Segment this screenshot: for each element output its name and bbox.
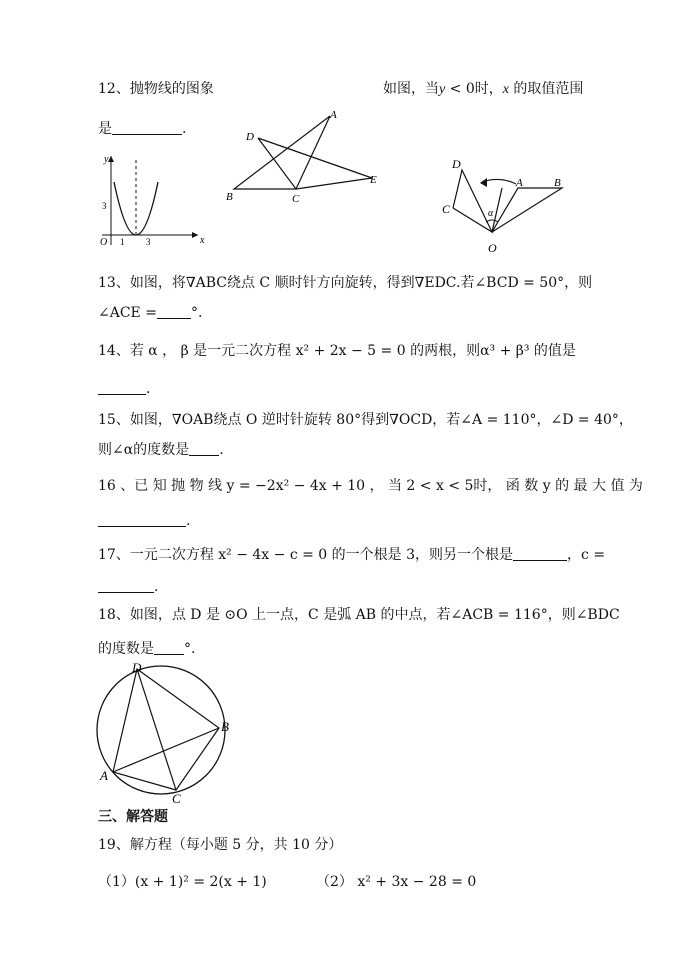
q15-line2 <box>98 441 224 459</box>
q18-answer-blank <box>154 640 184 655</box>
label-O: O <box>488 241 497 255</box>
x-axis-arrow <box>192 232 198 238</box>
q18-line1: 18、如图，点 D 是 ⊙O 上一点，C 是弧 AB 的中点，若∠ACB = 116°，则∠BDC <box>98 607 620 623</box>
circle-o <box>97 666 225 794</box>
parabola-graph <box>96 150 216 250</box>
tick-1-label: 1 <box>120 237 125 247</box>
q12-cond-rest: < 0时， <box>445 81 503 97</box>
q18-line2 <box>98 640 195 658</box>
q12-condition <box>383 80 583 99</box>
label-A: A <box>100 768 108 783</box>
q12-line2-end: . <box>182 121 187 137</box>
q12-tail: 的取值范围 <box>508 81 584 97</box>
label-C: C <box>442 202 451 216</box>
q17-answer-blank-1 <box>513 546 567 561</box>
q12-cond-var: y <box>439 82 446 97</box>
quadrilateral <box>113 669 219 790</box>
y-axis-label: y <box>104 154 109 165</box>
q16-answer-blank <box>98 512 186 527</box>
x-axis-label: x <box>200 235 205 246</box>
circle-figure <box>92 660 242 805</box>
rotation-arrow <box>482 179 516 184</box>
angle-arc <box>486 220 498 222</box>
q17-line1 <box>98 546 605 564</box>
label-C: C <box>172 791 181 806</box>
tick-3-label: 3 <box>146 237 151 247</box>
label-D: D <box>246 131 254 143</box>
segment-oa <box>492 188 502 232</box>
q15-answer-blank <box>189 441 219 456</box>
q12-text: 12、抛物线的图象 <box>98 81 214 97</box>
rotation-arrowhead <box>480 178 487 187</box>
chord-dc <box>137 669 176 790</box>
label-B: B <box>554 177 561 189</box>
label-B: B <box>221 719 229 734</box>
q14-line2 <box>98 380 150 398</box>
label-E: E <box>370 174 377 186</box>
triangle-rotation-figure <box>222 106 382 206</box>
q15-line2-b: . <box>219 442 224 458</box>
q14-line1: 14、若 α ， β 是一元二次方程 x² + 2x − 5 = 0 的两根，则α³ + β³ 的值是 <box>98 343 576 359</box>
q18-line2-a: 的度数是 <box>98 641 154 657</box>
triangle-lines <box>234 116 372 189</box>
label-C: C <box>292 193 300 205</box>
q14-answer-blank <box>98 380 146 395</box>
label-A: A <box>516 177 523 189</box>
q12-line2 <box>98 120 186 138</box>
origin-label: O <box>100 237 108 248</box>
section-title: 三、解答题 <box>98 809 168 825</box>
label-B: B <box>226 191 233 203</box>
y-axis-arrow <box>108 156 114 162</box>
q13-answer-blank <box>157 304 191 319</box>
label-D: D <box>132 660 142 675</box>
q13-line2-b: °. <box>190 305 203 321</box>
q18-line2-b: °. <box>184 641 196 657</box>
label-D: D <box>452 157 461 171</box>
label-alpha: α <box>488 208 494 219</box>
q14-line2-end: . <box>146 381 151 397</box>
q12-line2-text: 是 <box>98 121 112 137</box>
q19-part1: （1）(x + 1)² = 2(x + 1) <box>98 874 267 890</box>
q17-line1-a: 17、一元二次方程 x² − 4x − c = 0 的一个根是 3，则另一个根是 <box>98 547 514 563</box>
q17-line2 <box>98 578 158 596</box>
q12-answer-blank <box>112 120 182 135</box>
rotation-alpha-figure <box>440 156 570 256</box>
q16-line2-end: . <box>186 513 191 529</box>
q19-part2: （2） x² + 3x − 28 = 0 <box>316 874 477 890</box>
q13-line2 <box>98 304 202 322</box>
q19-line1: 19、解方程（每小题 5 分，共 10 分） <box>98 837 343 853</box>
y-tick-3-label: 3 <box>102 201 107 211</box>
q17-line1-b: ，c = <box>567 547 606 563</box>
q15-line2-a: 则∠α的度数是 <box>98 442 190 458</box>
q15-line1: 15、如图，∇OAB绕点 O 逆时针旋转 80°得到∇OCD，若∠A = 110°，∠D = 40°， <box>98 412 633 428</box>
q12-right: 如图，当 <box>383 81 439 97</box>
q13-line2-a: ∠ACE = <box>98 305 157 321</box>
q17-answer-blank-2 <box>98 578 154 593</box>
q16-line1: 16 、已 知 抛 物 线 y = −2x² − 4x + 10 ， 当 2 < x < 5时， 函 数 y 的 最 大 值 为 <box>98 478 643 494</box>
q13-line1: 13、如图，将∇ABC绕点 C 顺时针方向旋转，得到∇EDC.若∠BCD = 50°，则 <box>98 275 593 291</box>
label-A: A <box>330 109 337 121</box>
q12-xvar: x <box>502 82 509 97</box>
q17-line2-end: . <box>154 579 159 595</box>
q16-line2 <box>98 512 190 530</box>
triangle-oab <box>492 188 562 232</box>
